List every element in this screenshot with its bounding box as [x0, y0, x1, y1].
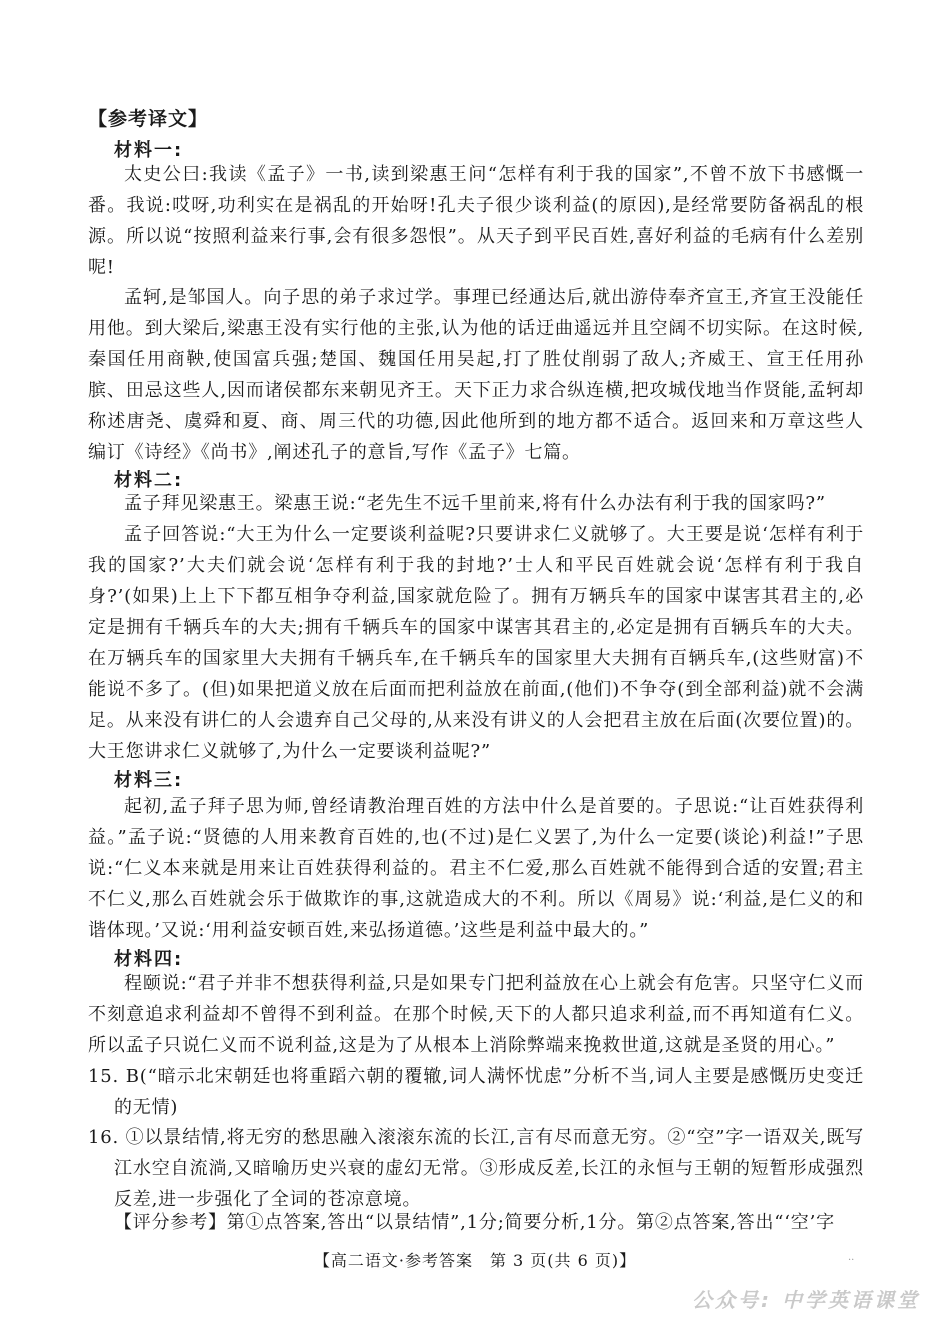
material-two-paragraph-2: 孟子回答说:“大王为什么一定要谈利益呢?只要讲求仁义就够了。大王要是说‘怎样有利于我的国家?’大夫们就会说‘怎样有利于我的封地?’士人和平民百姓就会说‘怎样有利于我自身?’(如果)上上下下都互相争夺利益,国家就危险了。拥有万辆兵车的国家中谋害其君主的,必定是拥有千辆兵车的大夫;拥有千辆兵车的国家中谋害其君主的,必定是拥有百辆兵车的大夫。在万辆兵车的国家里大夫拥有千辆兵车,在千辆兵车的国家里大夫拥有百辆兵车,(这些财富)不能说不多了。(但)如果把道义放在后面而把利益放在前面,(他们)不争夺(到全部利益)就不会满足。从来没有讲仁的人会遗弃自己父母的,从来没有讲义的人会把君主放在后面(次要位置)的。大王您讲求仁义就够了,为什么一定要谈利益呢?” [88, 524, 864, 762]
material-three-title: 材料三: [114, 770, 184, 791]
material-three-paragraph: 起初,孟子拜子思为师,曾经请教治理百姓的方法中什么是首要的。子思说:“让百姓获得利益。”孟子说:“贤德的人用来教育百姓的,也(不过)是仁义罢了,为什么一定要(谈论)利益!”子思说:“仁义本来就是用来让百姓获得利益的。君主不仁爱,那么百姓就不能得到合适的安置;君主不仁义,那么百姓就会乐于做欺诈的事,这就造成大的不利。所以《周易》说:‘利益,是仁义的和谐体现。’又说:‘用利益安顿百姓,来弘扬道德。’这些是利益中最大的。” [88, 796, 864, 941]
footer-dots: .. [848, 1252, 855, 1263]
material-four-title: 材料四: [114, 949, 184, 970]
watermark: 公众号: 中学英语课堂 [692, 1288, 920, 1312]
answer-15: 15. B(“暗示北宋朝廷也将重蹈六朝的覆辙,词人满怀忧虑”分析不当,词人主要是感慨历史变迁的无情) [88, 1066, 864, 1118]
page-footer: 【高二语文·参考答案 第 3 页(共 6 页)】 [313, 1251, 637, 1270]
material-two-paragraph-1: 孟子拜见梁惠王。梁惠王说:“老先生不远千里前来,将有什么办法有利于我的国家吗?” [124, 493, 826, 514]
translation-heading: 【参考译文】 [88, 108, 209, 130]
material-one-title: 材料一: [114, 140, 184, 161]
material-one-paragraph-1: 太史公曰:我读《孟子》一书,读到梁惠王问“怎样有利于我的国家”,不曾不放下书感慨一番。我说:哎呀,功利实在是祸乱的开始呀!孔夫子很少谈利益(的原因),是经常要防备祸乱的根源。所以说“按照利益来行事,会有很多怨恨”。从天子到平民百姓,喜好利益的毛病有什么差别呢! [88, 164, 864, 278]
scoring-reference: 【评分参考】第①点答案,答出“以景结情”,1分;简要分析,1分。第②点答案,答出“‘空’字 [114, 1212, 835, 1233]
answer-16: 16. ①以景结情,将无穷的愁思融入滚滚东流的长江,言有尽而意无穷。②“空”字一语双关,既写江水空自流淌,又暗喻历史兴衰的虚幻无常。③形成反差,长江的永恒与王朝的短暂形成强烈反差,进一步强化了全词的苍凉意境。 [88, 1127, 864, 1210]
material-one-paragraph-2: 孟轲,是邹国人。向子思的弟子求过学。事理已经通达后,就出游侍奉齐宣王,齐宣王没能任用他。到大梁后,梁惠王没有实行他的主张,认为他的话迂曲遥远并且空阔不切实际。在这时候,秦国任用商鞅,使国富兵强;楚国、魏国任用吴起,打了胜仗削弱了敌人;齐威王、宣王任用孙膑、田忌这些人,因而诸侯都东来朝见齐王。天下正力求合纵连横,把攻城伐地当作贤能,孟轲却称述唐尧、虞舜和夏、商、周三代的功德,因此他所到的地方都不适合。返回来和万章这些人编订《诗经》《尚书》,阐述孔子的意旨,写作《孟子》七篇。 [88, 287, 864, 463]
material-two-title: 材料二: [114, 470, 184, 491]
material-four-paragraph: 程颐说:“君子并非不想获得利益,只是如果专门把利益放在心上就会有危害。只坚守仁义而不刻意追求利益却不曾得不到利益。在那个时候,天下的人都只追求利益,而不再知道有仁义。所以孟子只说仁义而不说利益,这是为了从根本上消除弊端来挽救世道,这就是圣贤的用心。” [88, 973, 864, 1056]
